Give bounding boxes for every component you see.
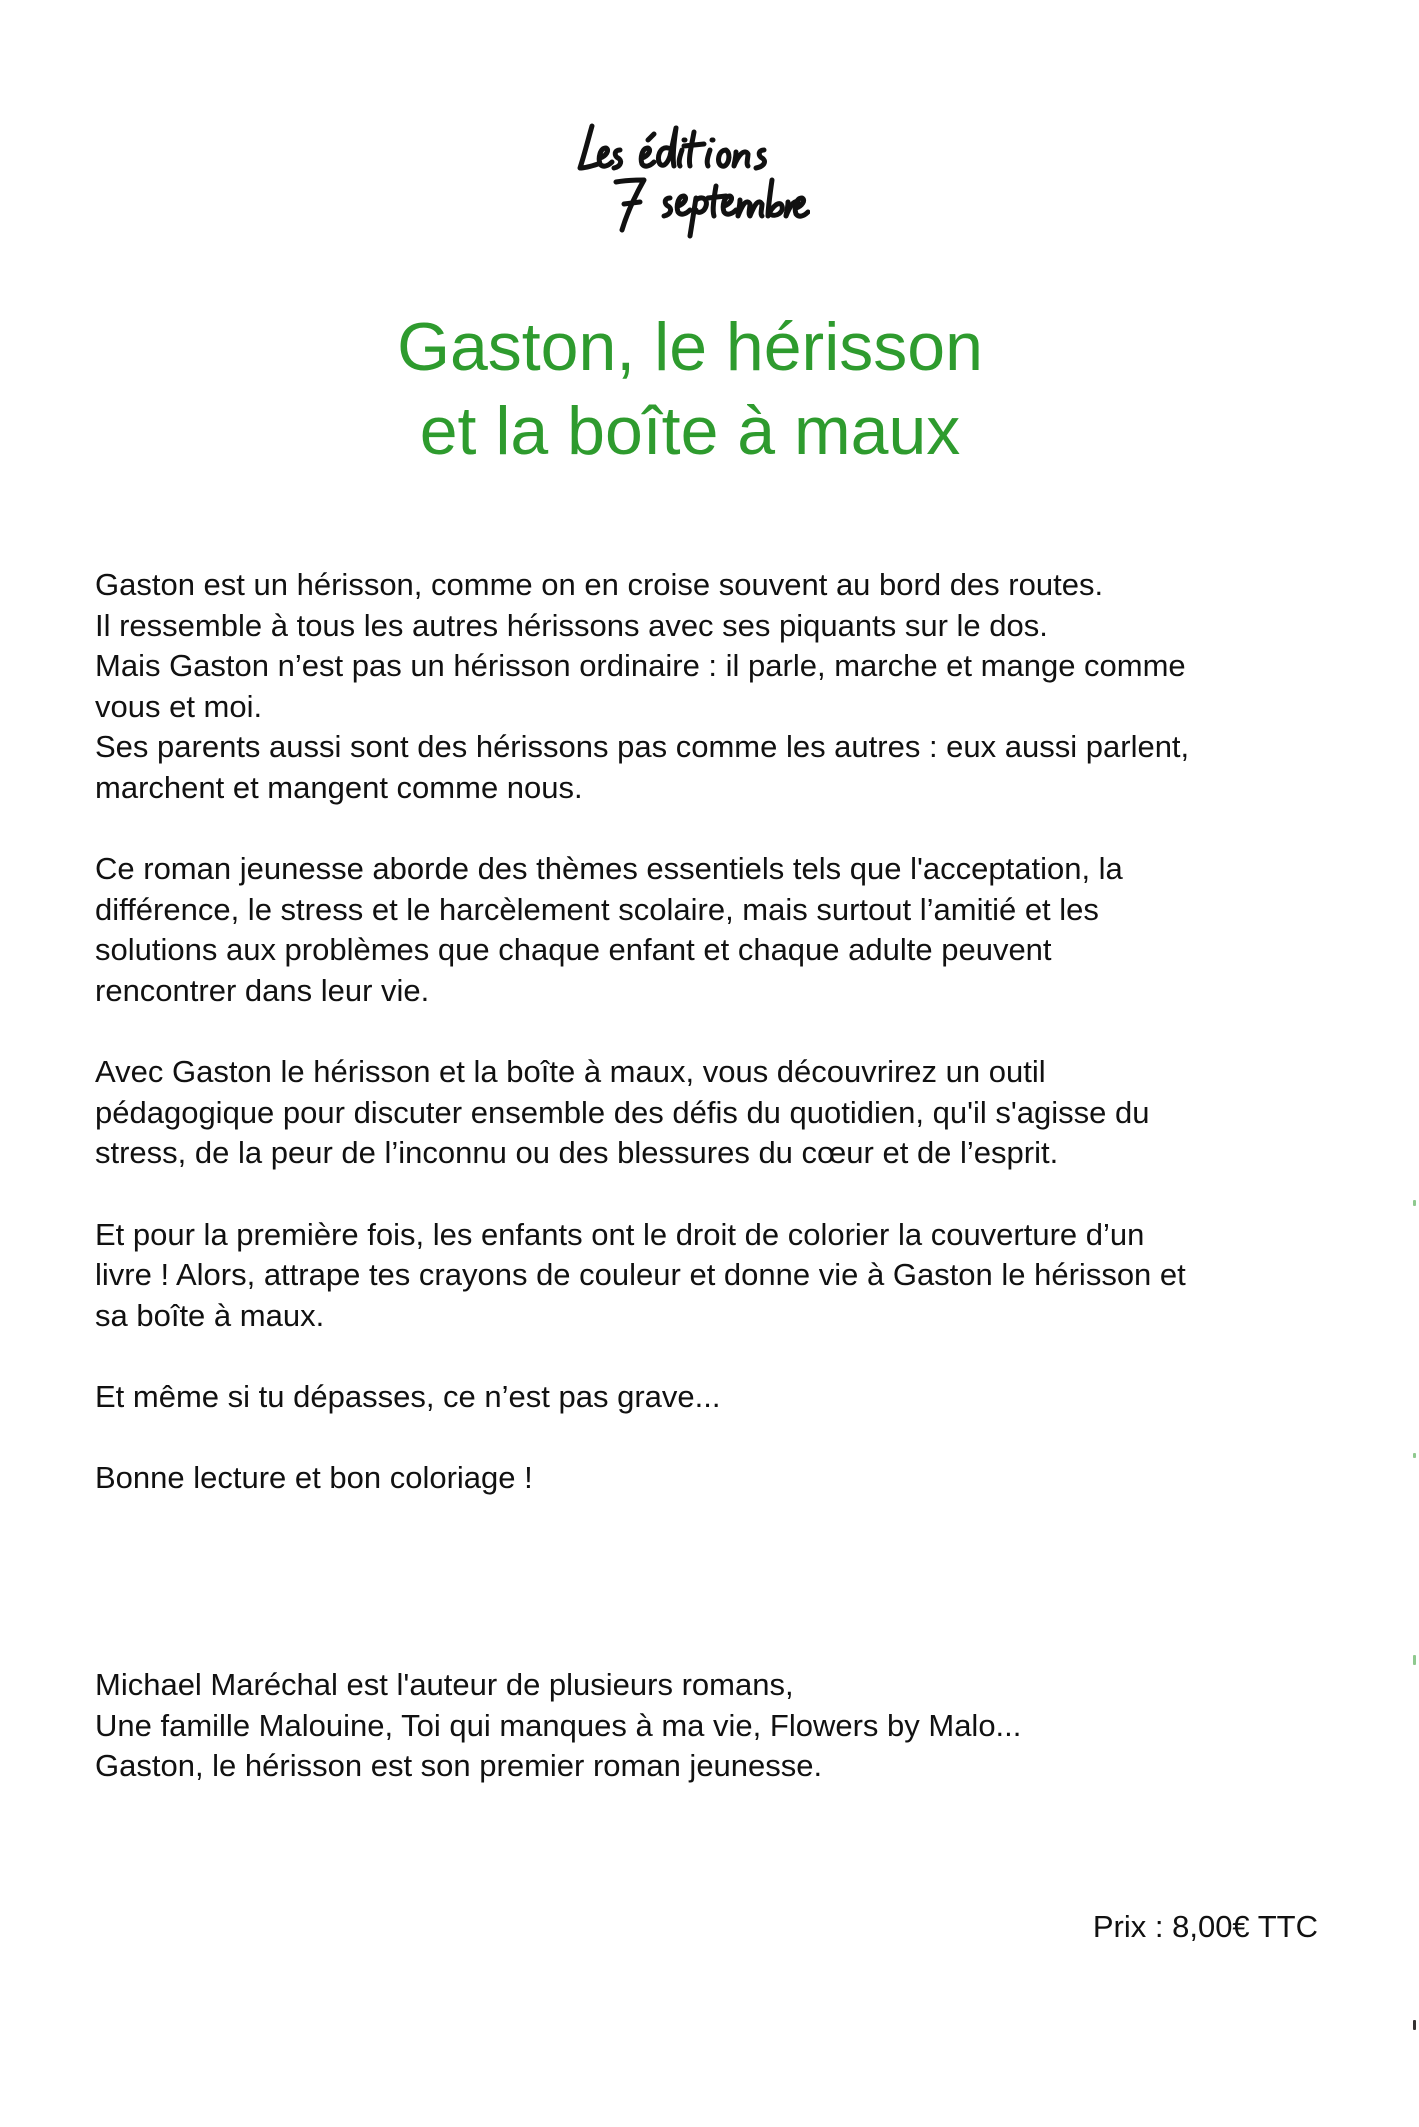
paragraph-2 (95, 849, 1325, 1011)
text-line: rencontrer dans leur vie. (95, 972, 430, 1008)
text-line: Bonne lecture et bon coloriage ! (95, 1460, 533, 1496)
text-line: Et même si tu dépasses, ce n’est pas grave... (95, 1378, 721, 1414)
text-line: vous et moi. (95, 688, 263, 724)
book-title-line-1: Gaston, le hérisson (397, 309, 983, 385)
text-line: pédagogique pour discuter ensemble des défis du quotidien, qu'il s'agisse du (95, 1094, 1150, 1130)
edge-mark (1413, 1453, 1416, 1458)
text-line: Ses parents aussi sont des hérissons pas comme les autres : eux aussi parlent, (95, 729, 1190, 765)
text-line: Et pour la première fois, les enfants ont le droit de colorier la couverture d’un (95, 1216, 1145, 1252)
paragraph-5 (95, 1377, 1325, 1418)
text-line: marchent et mangent comme nous. (95, 769, 583, 805)
book-title (0, 305, 1380, 473)
text-line: Avec Gaston le hérisson et la boîte à maux, vous découvrirez un outil (95, 1054, 1046, 1090)
paragraph-3 (95, 1052, 1325, 1174)
author-line: Une famille Malouine, Toi qui manques à ma vie, Flowers by Malo... (95, 1707, 1022, 1743)
text-line: stress, de la peur de l’inconnu ou des blessures du cœur et de l’esprit. (95, 1135, 1059, 1171)
book-title-line-2: et la boîte à maux (419, 393, 961, 469)
text-line: Ce roman jeunesse aborde des thèmes essentiels tels que l'acceptation, la (95, 851, 1123, 887)
paragraph-4 (95, 1215, 1325, 1337)
text-line: Mais Gaston n’est pas un hérisson ordinaire : il parle, marche et mange comme (95, 648, 1186, 684)
paragraph-6 (95, 1458, 1325, 1499)
publisher-logo-script (570, 118, 810, 248)
text-line: Il ressemble à tous les autres hérissons avec ses piquants sur le dos. (95, 607, 1048, 643)
author-line: Gaston, le hérisson est son premier roman jeunesse. (95, 1748, 823, 1784)
author-bio (95, 1665, 1325, 1787)
text-line: Gaston est un hérisson, comme on en croise souvent au bord des routes. (95, 567, 1104, 602)
edge-mark (1413, 2020, 1416, 2030)
paragraph-1 (95, 565, 1325, 809)
price-label: Prix : 8,00€ TTC (1092, 1909, 1318, 1944)
book-description (95, 565, 1325, 1539)
text-line: sa boîte à maux. (95, 1297, 325, 1333)
text-line: livre ! Alors, attrape tes crayons de couleur et donne vie à Gaston le hérisson et (95, 1257, 1186, 1293)
text-line: solutions aux problèmes que chaque enfant et chaque adulte peuvent (95, 932, 1052, 968)
edge-mark (1413, 1655, 1416, 1665)
author-line: Michael Maréchal est l'auteur de plusieurs romans, (95, 1667, 794, 1702)
text-line: différence, le stress et le harcèlement scolaire, mais surtout l’amitié et les (95, 891, 1099, 927)
edge-mark (1413, 1200, 1416, 1206)
publisher-logo (570, 118, 810, 248)
